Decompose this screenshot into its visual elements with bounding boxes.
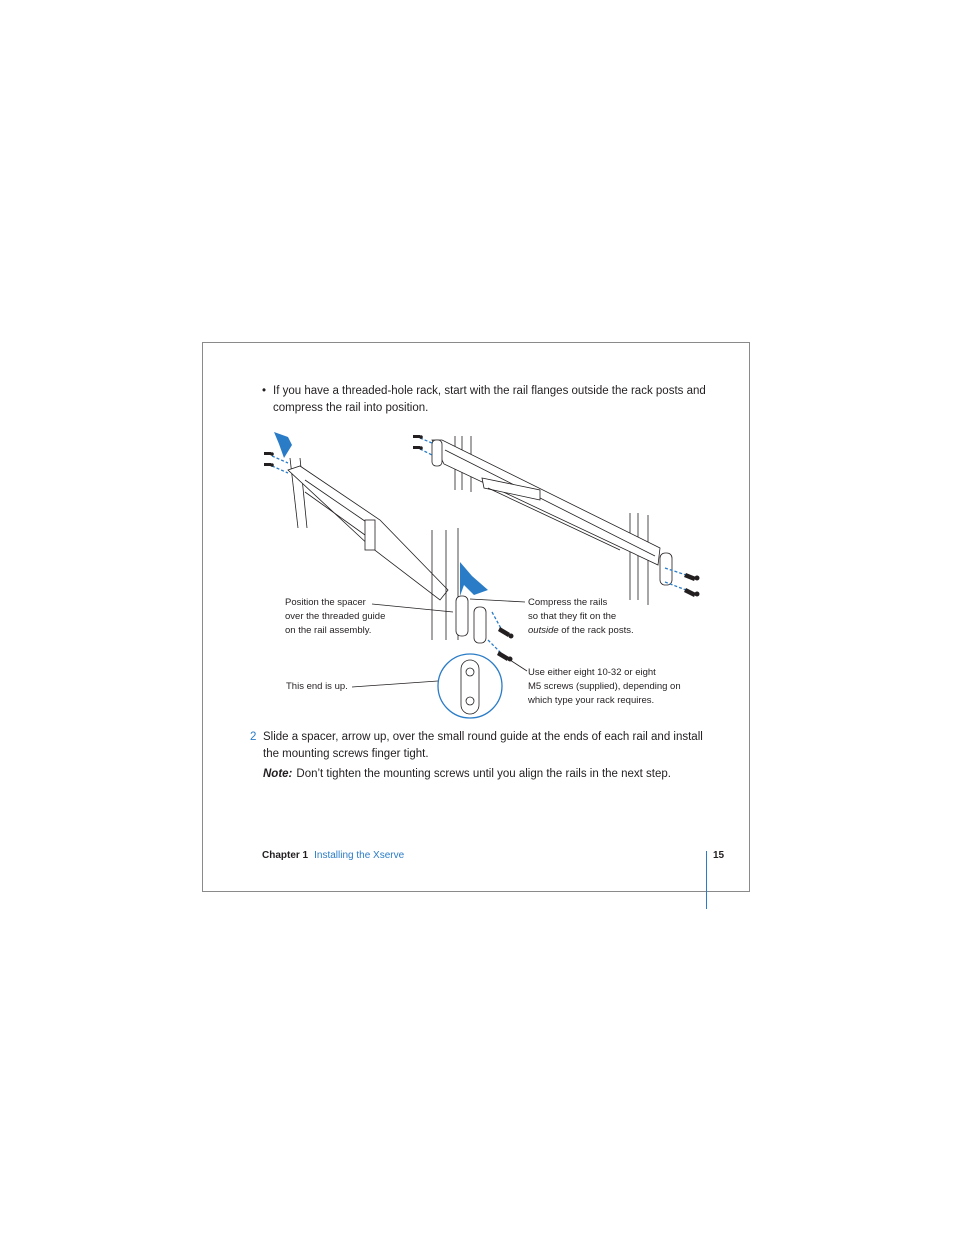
chapter-title: Installing the Xserve: [314, 850, 405, 861]
callout-line: on the rail assembly.: [285, 625, 372, 636]
note-text: Don’t tighten the mounting screws until you align the rails in the next step.: [296, 768, 671, 780]
screw-icon: [684, 588, 700, 597]
arrow-icon: [460, 562, 488, 596]
callout-compress-rails: [528, 596, 634, 638]
note-label: Note:: [263, 768, 293, 780]
note-paragraph: [263, 766, 733, 783]
step-paragraph: [250, 729, 720, 763]
bullet-text-line1: If you have a threaded-hole rack, start with the rail flanges outside the rack posts and: [273, 385, 706, 397]
screw-icon: [497, 651, 513, 662]
page-number: 15: [713, 850, 725, 861]
screw-icon: [413, 435, 423, 439]
callout-end-up: [286, 680, 348, 694]
callout-line: so that they fit on the: [528, 611, 617, 622]
rail-icon: [432, 440, 672, 585]
step-text-line1: Slide a spacer, arrow up, over the small round guide at the ends of each rail and install: [263, 731, 703, 743]
callout-line: Position the spacer: [285, 597, 366, 608]
screw-icon: [498, 627, 514, 639]
step-text-line2: the mounting screws finger tight.: [263, 748, 429, 760]
callout-screws: [528, 666, 681, 708]
bullet-text-line2: compress the rail into position.: [273, 402, 429, 414]
footer-divider: [706, 851, 707, 909]
callout-line: Use either eight 10-32 or eight: [528, 667, 656, 678]
rail-icon: [288, 466, 448, 600]
callout-line: over the threaded guide: [285, 611, 386, 622]
step-number: 2: [250, 731, 257, 743]
arrow-icon: [274, 432, 292, 458]
callout-line: Compress the rails: [528, 597, 608, 608]
callout-line: M5 screws (supplied), depending on: [528, 681, 681, 692]
callout-line: This end is up.: [286, 681, 348, 692]
screw-icon: [264, 452, 274, 456]
callout-line-3: [528, 624, 634, 638]
chapter-label: Chapter 1: [262, 850, 309, 861]
screw-icon: [684, 573, 700, 581]
callout-position-spacer: [285, 596, 385, 638]
bullet-symbol: •: [262, 385, 267, 397]
screw-icon: [413, 446, 423, 450]
screw-icon: [264, 463, 274, 467]
footer-chapter: [262, 850, 404, 861]
callout-emphasis: outside: [528, 625, 559, 636]
callout-line-rest: of the rack posts.: [558, 625, 634, 636]
callout-line: which type your rack requires.: [528, 695, 655, 706]
spacer-icon: [474, 607, 486, 643]
